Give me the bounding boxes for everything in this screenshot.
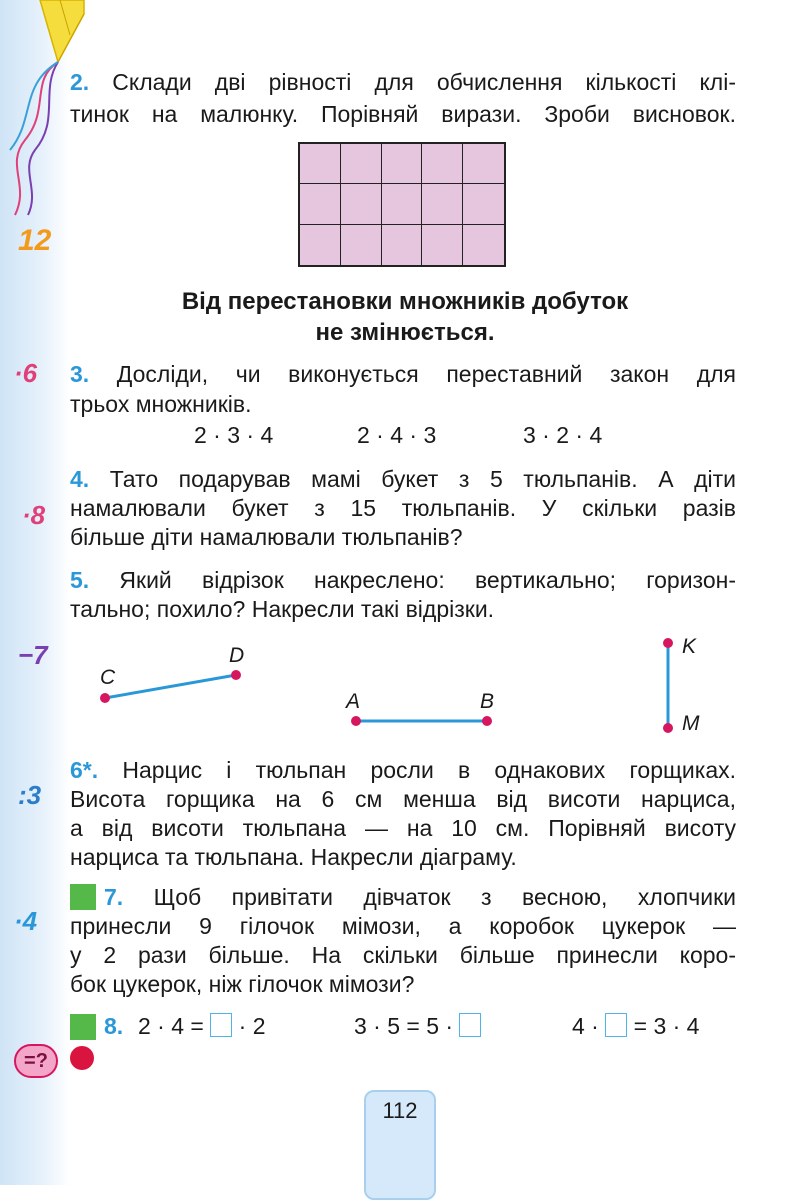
point-m <box>663 723 673 733</box>
task7-line1: 7. Щоб привітати дівчаток з весною, хлопчики <box>104 884 736 910</box>
task2-line2: тинок на малюнку. Порівняй вирази. Зроби висновок. <box>70 101 736 127</box>
task6-line1: 6*. Нарцис і тюльпан росли в однакових горщиках. <box>70 757 737 783</box>
task4-line2: намалювали букет з 15 тюльпанів. У скільки разів <box>70 495 736 521</box>
rule-line2: не змінюється. <box>315 319 495 346</box>
task4-line1: 4. Тато подарував мамі букет з 5 тюльпанів. А діти <box>70 466 737 492</box>
answer-box[interactable] <box>605 1013 627 1037</box>
task5-line1: 5. Який відрізок накреслено: вертикально; горизон- <box>70 567 736 593</box>
task3-line2: трьох множників. <box>70 391 252 417</box>
task6-line3: а від висоти тюльпана — на 10 см. Порівняй висоту <box>70 815 736 841</box>
task6-line2: Висота горщика на 6 см менша від висоти нарциса, <box>70 786 736 812</box>
margin-number-12: 12 <box>18 224 52 257</box>
label-c: C <box>100 666 116 689</box>
margin-number-div-3: :3 <box>18 780 42 810</box>
task7-number: 7. <box>104 884 124 910</box>
answer-box[interactable] <box>459 1013 481 1037</box>
task5-number: 5. <box>70 567 90 593</box>
task3-expression-1: 2 · 3 · 4 <box>194 422 274 448</box>
task3-number: 3. <box>70 361 90 387</box>
answer-box[interactable] <box>210 1013 232 1037</box>
task8-marker-green <box>70 1014 96 1040</box>
point-a <box>351 716 361 726</box>
point-k <box>663 638 673 648</box>
point-b <box>482 716 492 726</box>
task8-equation-1: 2 · 4 = · 2 <box>138 1013 266 1039</box>
task8-number: 8. <box>104 1013 124 1039</box>
task3-expression-3: 3 · 2 · 4 <box>523 422 603 448</box>
task2-number: 2. <box>70 69 90 95</box>
margin-number-times-8: ·8 <box>22 500 46 530</box>
task8-equation-2: 3 · 5 = 5 · <box>354 1013 481 1040</box>
point-c <box>100 693 110 703</box>
label-k: K <box>682 635 697 658</box>
margin-number-times-4: ·4 <box>14 906 38 936</box>
margin-number-minus-7: −7 <box>18 640 48 670</box>
equals-question-icon: =? <box>14 1044 58 1078</box>
task2-line1: 2. Склади дві рівності для обчислення кількості клі- <box>70 69 736 95</box>
label-m: M <box>682 712 700 735</box>
task3-line1: 3. Досліди, чи виконується переставний закон для <box>70 361 736 387</box>
segment-cd <box>105 675 236 698</box>
label-b: B <box>480 690 495 713</box>
rule-line1: Від перестановки множників добуток <box>181 288 629 315</box>
task7-marker <box>70 884 96 910</box>
page-number: 112 <box>382 1098 418 1123</box>
task6-number: 6*. <box>70 757 99 783</box>
task7-line2: принесли 9 гілочок мімози, а коробок цукерок — <box>70 913 736 939</box>
task5-line2: тально; похило? Накресли такі відрізки. <box>70 596 495 622</box>
label-d: D <box>229 644 245 667</box>
margin-number-times-6: ·6 <box>14 358 38 388</box>
task6-line4: нарциса та тюльпана. Накресли діаграму. <box>70 844 517 870</box>
task7-line3: у 2 рази більше. На скільки більше принесли коро- <box>70 942 736 968</box>
task8-marker-red <box>70 1046 94 1070</box>
label-a: A <box>346 690 361 713</box>
task7-line4: бок цукерок, ніж гілочок мімози? <box>70 971 415 997</box>
task4-line3: більше діти намалювали тюльпанів? <box>70 524 463 550</box>
task3-expression-2: 2 · 4 · 3 <box>357 422 437 448</box>
task4-number: 4. <box>70 466 90 492</box>
task8-equation-3: 4 · = 3 · 4 <box>572 1013 700 1039</box>
point-d <box>231 670 241 680</box>
